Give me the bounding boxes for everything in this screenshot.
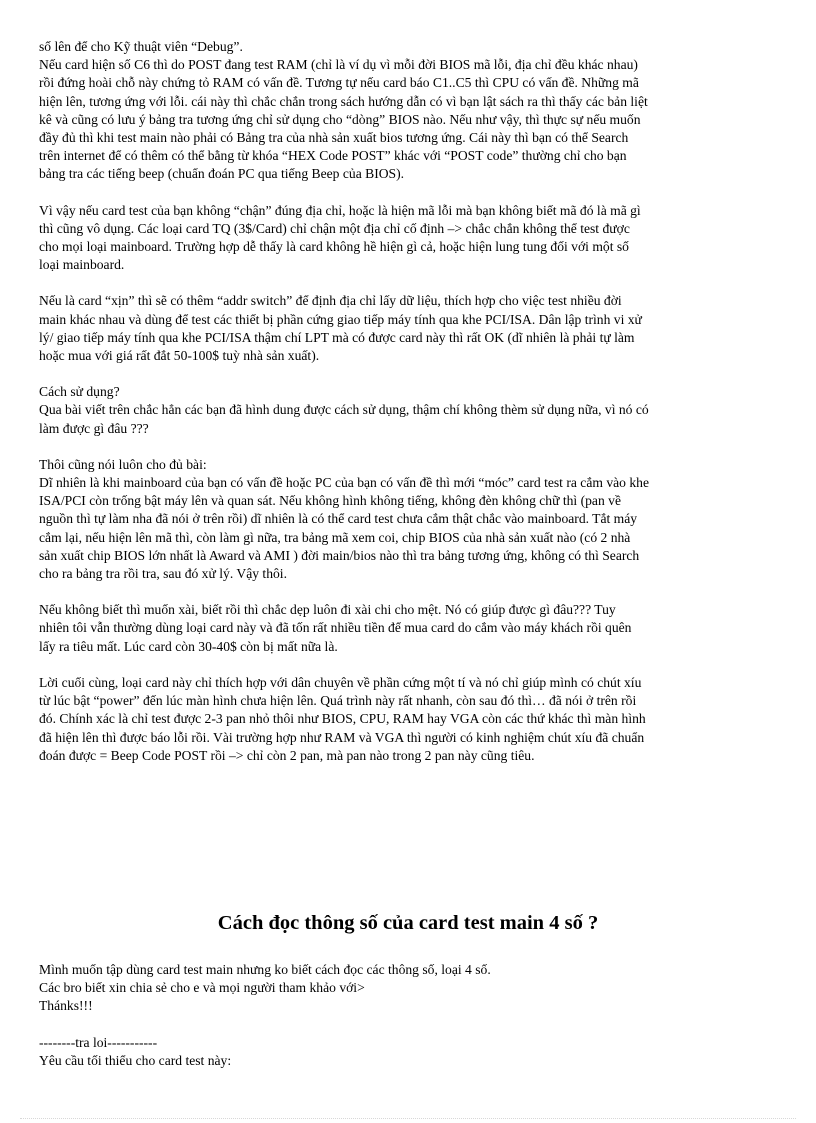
text-line: Dĩ nhiên là khi mainboard của bạn có vấn đề hoặc PC của bạn có vấn đề thì mới “móc” card test ra cắm vào khe [39, 475, 649, 491]
text-line: hoặc mua với giá rất đắt 50-100$ tuỳ nhà sản xuất). [39, 348, 320, 364]
text-line: Vì vậy nếu card test của bạn không “chận” đúng địa chỉ, hoặc là hiện mã lỗi mà bạn không biết mã đó là mã gì [39, 202, 641, 218]
text-line: bảng tra các tiếng beep (chuẩn đoán PC qua tiếng Beep của BIOS). [39, 166, 405, 182]
text-line: làm được gì đâu ??? [39, 420, 149, 436]
paragraph [39, 383, 781, 438]
text-line: thì cũng vô dụng. Các loại card TQ (3$/Card) chỉ chận một địa chỉ cố định –> chắc chắn không thể test được [39, 220, 630, 236]
text-line: đoán được = Beep Code POST rồi –> chỉ còn 2 pan, mà pan nào trong 2 pan này cũng tiêu. [39, 747, 535, 763]
text-line: sản xuất chip BIOS lớn nhất là Award và AMI ) đời main/bios nào thì tra bảng tương ứng, không có thì Search [39, 547, 640, 563]
text-line: Các bro biết xin chia sẻ cho e và mọi người tham khảo với> [39, 980, 365, 996]
text-line: --------tra loi----------- [39, 1034, 158, 1050]
page-bottom-rule [20, 1118, 796, 1119]
text-line: Thánks!!! [39, 998, 93, 1014]
paragraph [39, 456, 781, 583]
text-line: số lên để cho Kỹ thuật viên “Debug”. [39, 39, 243, 54]
text-line: kê và cũng có lưu ý bảng tra tương ứng chỉ sử dụng cho “dòng” BIOS nào. Nếu như vậy, thì thực sự nếu muốn [39, 111, 641, 127]
text-line: Mình muốn tập dùng card test main nhưng ko biết cách đọc các thông số, loại 4 số. [39, 962, 491, 977]
text-line: Nếu card hiện số C6 thì do POST đang test RAM (chỉ là ví dụ vì mỗi đời BIOS mã lỗi, địa chỉ đều khác nhau) [39, 57, 638, 73]
paragraph [39, 601, 781, 656]
article-body [39, 38, 781, 783]
text-line: Thôi cũng nói luôn cho đủ bài: [39, 456, 207, 472]
text-line: main khác nhau và dùng để test các thiết bị phần cứng giao tiếp máy tính qua khe PCI/ISA. Dân lập trình vi xử [39, 311, 642, 327]
paragraph [39, 292, 781, 365]
text-line: đã hiện lên thì được báo lỗi rồi. Vài trường hợp như RAM và VGA thì người có kinh nghiệm chút xíu đã chuẩn [39, 729, 645, 745]
question-body [39, 961, 781, 1088]
paragraph [39, 961, 781, 1016]
paragraph [39, 674, 781, 765]
text-line: trên internet để có thêm có thể bằng từ khóa “HEX Code POST” khác với “POST code” thường chỉ cho bạn [39, 148, 627, 164]
text-line: ISA/PCI còn trống bật máy lên và quan sát. Nếu không hình không tiếng, không đèn không chữ thì (pan về [39, 493, 621, 509]
text-line: Yêu cầu tối thiểu cho card test này: [39, 1052, 232, 1068]
text-line: nguồn thì tự làm nha đã nói ở trên rồi) dĩ nhiên là có thể card test chưa cắm thật chắc vào mainboard. Tắt máy [39, 511, 638, 527]
text-line: rồi đứng hoài chỗ này chứng tỏ RAM có vấn đề. Tương tự nếu card báo C1..C5 thì CPU có vấn đề. Những mã [39, 75, 639, 91]
text-line: loại mainboard. [39, 257, 125, 273]
paragraph [39, 202, 781, 275]
text-line: Cách sử dụng? [39, 384, 120, 400]
text-line: lấy ra tiêu mất. Lúc card còn 30-40$ còn bị mất nữa là. [39, 638, 338, 654]
paragraph [39, 38, 781, 184]
text-line: đó. Chính xác là chỉ test được 2-3 pan nhỏ thôi như BIOS, CPU, RAM hay VGA còn các thứ khác thì màn hình [39, 711, 646, 727]
text-line: cho ra bảng tra rồi tra, sau đó xử lý. Vậy thôi. [39, 566, 287, 582]
text-line: hiện lên, tương ứng với lỗi. cái này thì chắc chắn trong sách hướng dẫn có vì bạn lật sách ra thì thấy các bản liệt [39, 93, 648, 109]
text-line: cắm lại, nếu hiện lên mã thì, còn làm gì nữa, tra bảng mã xem coi, chip BIOS của nhà sản xuất nào (có 2 nhà [39, 529, 631, 545]
text-line: Nếu là card “xịn” thì sẽ có thêm “addr switch” để định địa chỉ lấy dữ liệu, thích hợp cho việc test nhiều đời [39, 293, 622, 309]
text-line: nhiên tôi vẫn thường dùng loại card này và đã tốn rất nhiều tiền để mua card do cắm vào máy khách rồi quên [39, 620, 632, 636]
text-line: Nếu không biết thì muốn xài, biết rồi thì chắc dẹp luôn đi xài chi cho mệt. Nó có giúp được gì đâu??? Tuy [39, 602, 616, 618]
text-line: từ lúc bật “power” đến lúc màn hình chưa hiện lên. Quá trình này rất nhanh, còn sau đó thì… đã nói ở trên rồi [39, 693, 637, 709]
text-line: cho mọi loại mainboard. Trường hợp dễ thấy là card không hề hiện gì cả, hoặc hiện lung tung đối với một số [39, 239, 629, 255]
section-heading: Cách đọc thông số của card test main 4 số ? [217, 912, 599, 934]
text-line: Lời cuối cùng, loại card này chỉ thích hợp với dân chuyên về phần cứng một tí và nó chỉ giúp mình có chút xíu [39, 674, 642, 690]
text-line: lý/ giao tiếp máy tính qua khe PCI/ISA thậm chí LPT mà có được card này thì rất OK (dĩ nhiên là phải tự làm [39, 329, 635, 345]
text-line: đầy đủ thì khi test main nào phải có Bảng tra của nhà sản xuất bios tương ứng. Cái này thì bạn có thể Search [39, 130, 629, 146]
paragraph [39, 1034, 781, 1070]
text-line: Qua bài viết trên chắc hẳn các bạn đã hình dung được cách sử dụng, thậm chí không thèm sử dụng nữa, vì nó có [39, 402, 649, 418]
